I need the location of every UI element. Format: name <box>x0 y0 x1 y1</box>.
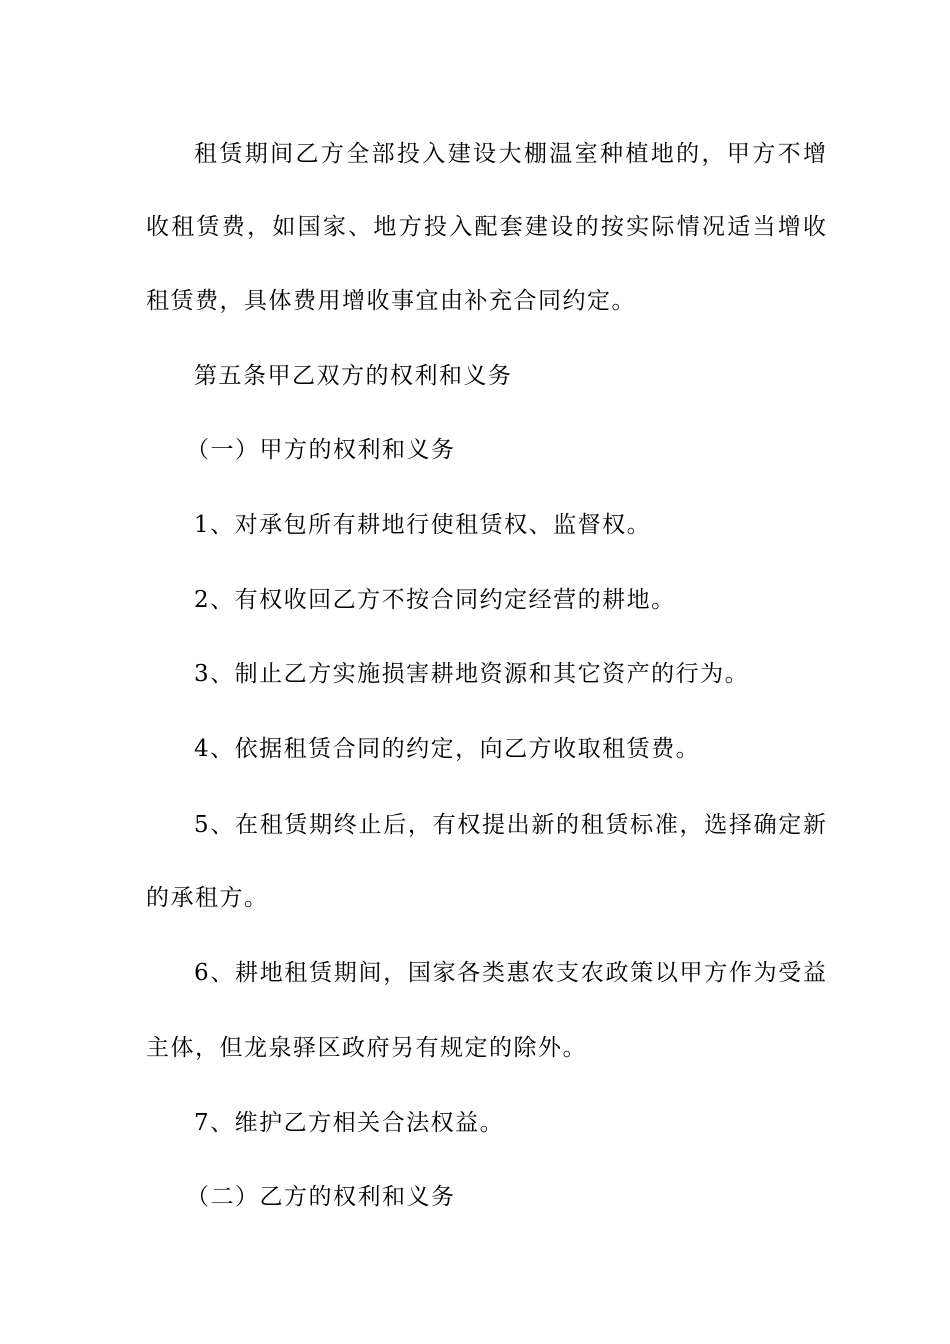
list-item: 4、依据租赁合同的约定，向乙方收取租赁费。 <box>194 736 701 762</box>
list-item-continuation: 主体，但龙泉驿区政府另有规定的除外。 <box>146 1035 587 1061</box>
subsection-heading: （一）甲方的权利和义务 <box>186 437 456 463</box>
subsection-heading: （二）乙方的权利和义务 <box>186 1184 456 1210</box>
list-item: 5、在租赁期终止后，有权提出新的租赁标准，选择确定新 <box>194 812 826 838</box>
list-item: 3、制止乙方实施损害耕地资源和其它资产的行为。 <box>194 661 750 687</box>
paragraph-line: 租赁费，具体费用增收事宜由补充合同约定。 <box>146 288 636 314</box>
list-item-continuation: 的承租方。 <box>146 885 269 911</box>
list-item: 7、维护乙方相关合法权益。 <box>194 1110 505 1136</box>
list-item: 1、对承包所有耕地行使租赁权、监督权。 <box>194 512 652 538</box>
section-heading: 第五条甲乙双方的权利和义务 <box>194 363 513 389</box>
list-item: 2、有权收回乙方不按合同约定经营的耕地。 <box>194 587 676 613</box>
list-item: 6、耕地租赁期间，国家各类惠农支农政策以甲方作为受益 <box>194 960 826 986</box>
paragraph-line: 收租赁费，如国家、地方投入配套建设的按实际情况适当增收 <box>146 214 826 240</box>
paragraph-line: 租赁期间乙方全部投入建设大棚温室种植地的，甲方不增 <box>194 141 826 167</box>
